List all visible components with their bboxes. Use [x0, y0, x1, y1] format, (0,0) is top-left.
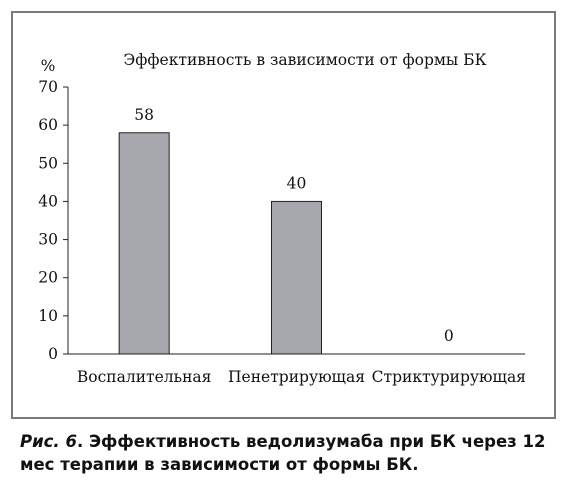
y-tick-label: 20 [38, 268, 58, 287]
x-tick-label: Стриктурирующая [371, 368, 526, 386]
figure-caption [20, 430, 565, 476]
bar-1 [272, 201, 322, 354]
y-tick-label: 40 [38, 192, 58, 211]
y-axis [38, 78, 68, 363]
data-label: 0 [443, 327, 454, 345]
bar-0 [119, 133, 169, 354]
data-label: 58 [134, 105, 155, 124]
chart-title: Эффективность в зависимости от формы БК [123, 51, 487, 69]
x-axis [68, 354, 526, 386]
y-tick-label: 60 [38, 116, 58, 135]
y-tick-label: 70 [38, 78, 58, 96]
x-tick-label: Пенетрирующая [228, 368, 365, 386]
data-label: 40 [286, 174, 307, 193]
y-tick-label: 50 [38, 154, 58, 173]
y-tick-label: 10 [38, 306, 58, 325]
y-axis-label: % [40, 57, 56, 75]
x-tick-label: Воспалительная [76, 368, 212, 386]
caption-label: Рис. 6 [20, 432, 77, 451]
y-tick-label: 30 [38, 230, 58, 249]
bars [119, 106, 454, 354]
y-tick-label: 0 [48, 345, 58, 363]
caption-text: . Эффективность ведолизумаба при БК через 12 мес терапии в зависимости от формы БК. [20, 432, 546, 474]
